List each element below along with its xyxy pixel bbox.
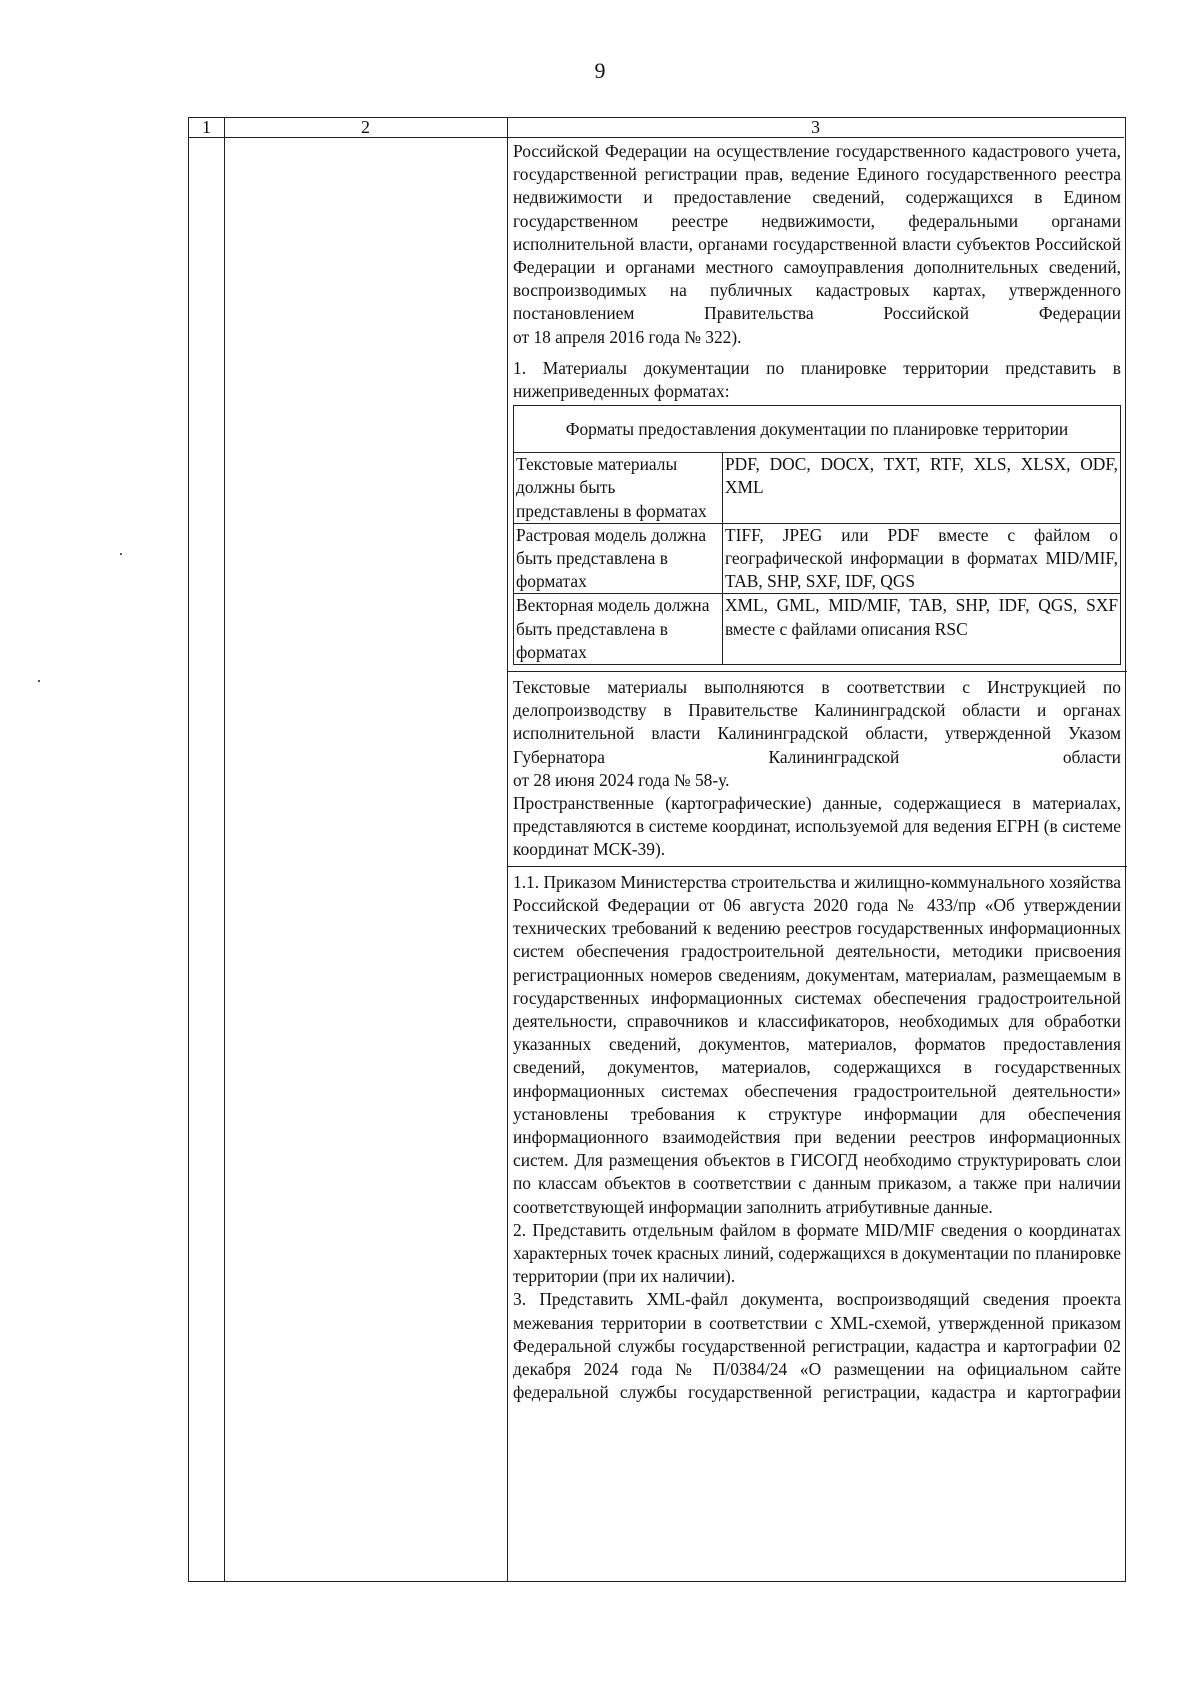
table-row <box>514 453 1121 524</box>
header-col-3: 3 <box>507 118 1124 138</box>
format-value-raster: TIFF, JPEG или PDF вместе с файлом о географической информации в форматах MID/MIF, TAB, SHP, SXF, IDF, QGS <box>723 523 1121 594</box>
format-label-vector: Векторная модель должна быть представлена в форматах <box>514 594 723 665</box>
format-label-raster: Растровая модель должна быть представлена в форматах <box>514 523 723 594</box>
paragraph-red-lines: 2. Представить отдельным файлом в формате MID/MIF сведения о координатах характерных точек красных линий, содержащихся в документации по планировке территории (при их наличии). <box>513 1219 1121 1287</box>
table-row <box>514 523 1121 594</box>
paragraph-regulation-date: от 18 апреля 2016 года № 322). <box>513 326 742 347</box>
table-row <box>514 594 1121 665</box>
main-table <box>188 117 1126 1582</box>
paragraph-regulation-ref: Российской Федерации на осуществление государственного кадастрового учета, государственной регистрации прав, ведение Единого государственного реестра недвижимости и предоставление сведений, содержащихся в Едином государственном реестре недвижимости, федеральными органами исполнительной власти, органами государственной власти субъектов Российской Федерации и органами местного самоуправления дополнительных сведений, воспроизводимых на публичных кадастровых картах, утвержденного постановлением Правительства Российской Федерации <box>513 141 1121 324</box>
header-col-2: 2 <box>224 118 507 138</box>
format-value-vector: XML, GML, MID/MIF, TAB, SHP, IDF, QGS, SXF вместе с файлами описания RSC <box>723 594 1121 665</box>
scan-speck <box>38 680 40 682</box>
scan-speck <box>120 553 122 555</box>
paragraph-formats-intro: 1. Материалы документации по планировке территории представить в нижеприведенных форматах: <box>513 357 1121 402</box>
formats-table-title: Форматы предоставления документации по планировке территории <box>514 406 1121 453</box>
paragraph-text-materials-date: от 28 июня 2024 года № 58-у. <box>513 769 730 790</box>
format-label-text: Текстовые материалы должны быть представлены в форматах <box>514 453 723 524</box>
format-value-text: PDF, DOC, DOCX, TXT, RTF, XLS, XLSX, ODF, XML <box>723 453 1121 524</box>
formats-table <box>513 405 1121 665</box>
paragraph-text-materials: Текстовые материалы выполняются в соответствии с Инструкцией по делопроизводству в Правительстве Калининградской области и органах исполнительной власти Калининградской области, утвержденной Указом Губернатора Калининградской области <box>513 677 1121 767</box>
paragraph-spatial-data: Пространственные (картографические) данные, содержащиеся в материалах, представляются в системе координат, используемой для ведения ЕГРН (в системе координат МСК-39). <box>513 793 1121 860</box>
column-divider-1 <box>224 118 225 1581</box>
page-number: 9 <box>594 58 606 83</box>
column-divider-2 <box>507 118 508 1581</box>
paragraph-xml-file: 3. Представить XML-файл документа, воспроизводящий сведения проекта межевания территории в соответствии с XML-схемой, утвержденной приказом Федеральной службы государственной регистрации, кадастра и картографии 02 декабря 2024 года № П/0384/24 «О размещении на официальном сайте федеральной службы государственной регистрации, кадастра и картографии <box>513 1289 1121 1403</box>
paragraph-order-433: 1.1. Приказом Министерства строительства и жилищно-коммунального хозяйства Российской Федерации от 06 августа 2020 года № 433/пр «Об утверждении технических требований к ведению реестров государственных информационных систем обеспечения градостроительной деятельности, методики присвоения регистрационных номеров сведениям, документам, материалам, размещаемым в государственных информационных системах обеспечения градостроительной деятельности, справочников и классификаторов, необходимых для обработки указанных сведений, документов, материалов, форматов предоставления сведений, документов, материалов, содержащихся в государственных информационных системах обеспечения градостроительной деятельности» установлены требования к структуре информации для обеспечения информационного взаимодействия при ведении реестров информационных систем. Для размещения объектов в ГИСОГД необходимо структурировать слои по классам объектов в соответствии с данным приказом, а также при наличии соответствующей информации заполнить атрибутивные данные. <box>513 871 1121 1217</box>
column-3-content <box>513 140 1121 1404</box>
header-col-1: 1 <box>189 118 224 138</box>
